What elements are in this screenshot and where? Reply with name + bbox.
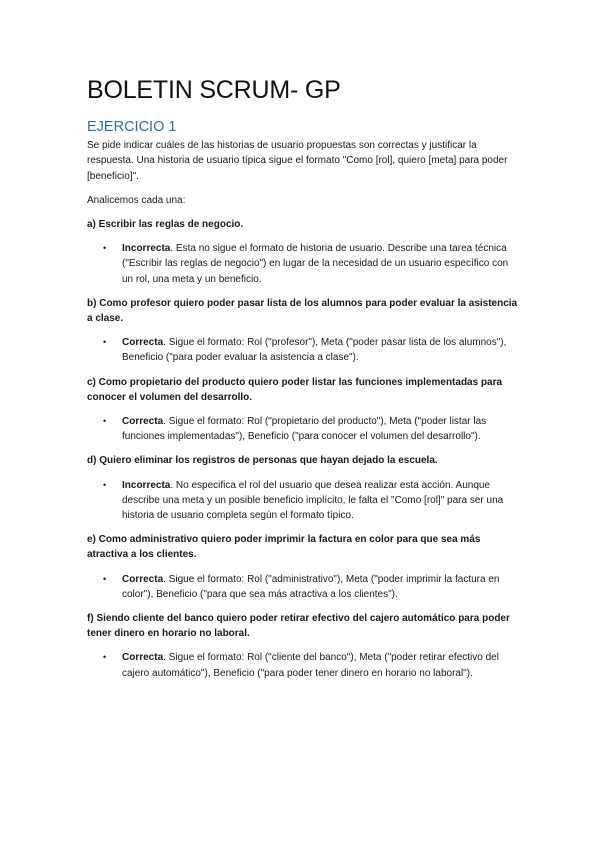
evaluation-list-d	[87, 478, 519, 524]
evaluation-item-d	[87, 478, 519, 524]
explanation-f: . Sigue el formato: Rol ("cliente del banco"), Meta ("poder retirar efectivo del cajero automático"), Beneficio ("para poder tener dinero en horario no laboral").	[122, 652, 499, 679]
analyze-paragraph: Analicemos cada una:	[87, 194, 186, 206]
bullet-icon: •	[103, 652, 107, 663]
verdict-f: Correcta	[122, 652, 164, 664]
evaluation-list-b	[87, 335, 519, 365]
explanation-d: . No especifica el rol del usuario que desea realizar esta acción. Aunque describe una meta y un posible beneficio implícito, le falta el "Como [rol]" para ser una historia de usuario completa según el formato típico.	[122, 479, 504, 522]
verdict-c: Correcta	[122, 416, 164, 428]
explanation-b: . Sigue el formato: Rol ("profesor"), Meta ("poder pasar lista de los alumnos"), Beneficio ("para poder evaluar la asistencia a clase").	[122, 337, 507, 364]
bullet-icon: •	[103, 243, 107, 254]
bullet-icon: •	[103, 479, 107, 490]
evaluation-item-c	[87, 414, 519, 444]
verdict-a: Incorrecta	[122, 243, 171, 255]
explanation-a: . Esta no sigue el formato de historia de usuario. Describe una tarea técnica ("Escribir las reglas de negocio") en lugar de la necesidad de un usuario específico con un rol, una meta y un beneficio.	[122, 243, 509, 285]
story-d: d) Quiero eliminar los registros de personas que hayan dejado la escuela.	[87, 455, 438, 467]
verdict-d: Incorrecta	[122, 479, 171, 491]
story-c: c) Como propietario del producto quiero poder listar las funciones implementadas para conocer el volumen del desarrollo.	[87, 376, 503, 403]
story-b: b) Como profesor quiero poder pasar lista de los alumnos para poder evaluar la asistencia a clase.	[87, 297, 518, 325]
story-e: e) Como administrativo quiero poder imprimir la factura en color para que sea más atractiva a los clientes.	[87, 534, 481, 561]
verdict-e: Correcta	[122, 573, 164, 585]
document-body	[87, 120, 519, 690]
exercise-heading: EJERCICIO 1	[87, 119, 177, 135]
bullet-icon: •	[103, 416, 107, 427]
bullet-icon: •	[103, 573, 107, 584]
evaluation-list-e	[87, 572, 519, 602]
evaluation-list-f	[87, 650, 519, 680]
explanation-c: . Sigue el formato: Rol ("propietario del producto"), Meta ("poder listar las funciones implementadas"), Beneficio ("para conocer el volumen del desarrollo").	[122, 416, 487, 443]
story-f: f) Siendo cliente del banco quiero poder retirar efectivo del cajero automático para poder tener dinero en horario no laboral.	[87, 613, 510, 640]
story-a: a) Escribir las reglas de negocio.	[87, 219, 244, 231]
verdict-b: Correcta	[122, 337, 164, 349]
document-title: BOLETIN SCRUM- GP	[87, 76, 341, 104]
evaluation-item-a	[87, 241, 519, 287]
evaluation-item-b	[87, 335, 519, 365]
evaluation-item-e	[87, 572, 519, 602]
evaluation-list-c	[87, 414, 519, 444]
bullet-icon: •	[103, 337, 107, 348]
explanation-e: . Sigue el formato: Rol ("administrativo"), Meta ("poder imprimir la factura en color"), Beneficio ("para que sea más atractiva a los clientes").	[122, 573, 500, 600]
intro-paragraph: Se pide indicar cuáles de las historias de usuario propuestas son correctas y justificar la respuesta. Una historia de usuario típica sigue el formato "Como [rol], quiero [meta] para poder [beneficio]".	[87, 140, 508, 182]
evaluation-list-a	[87, 241, 519, 287]
evaluation-item-f	[87, 650, 519, 680]
